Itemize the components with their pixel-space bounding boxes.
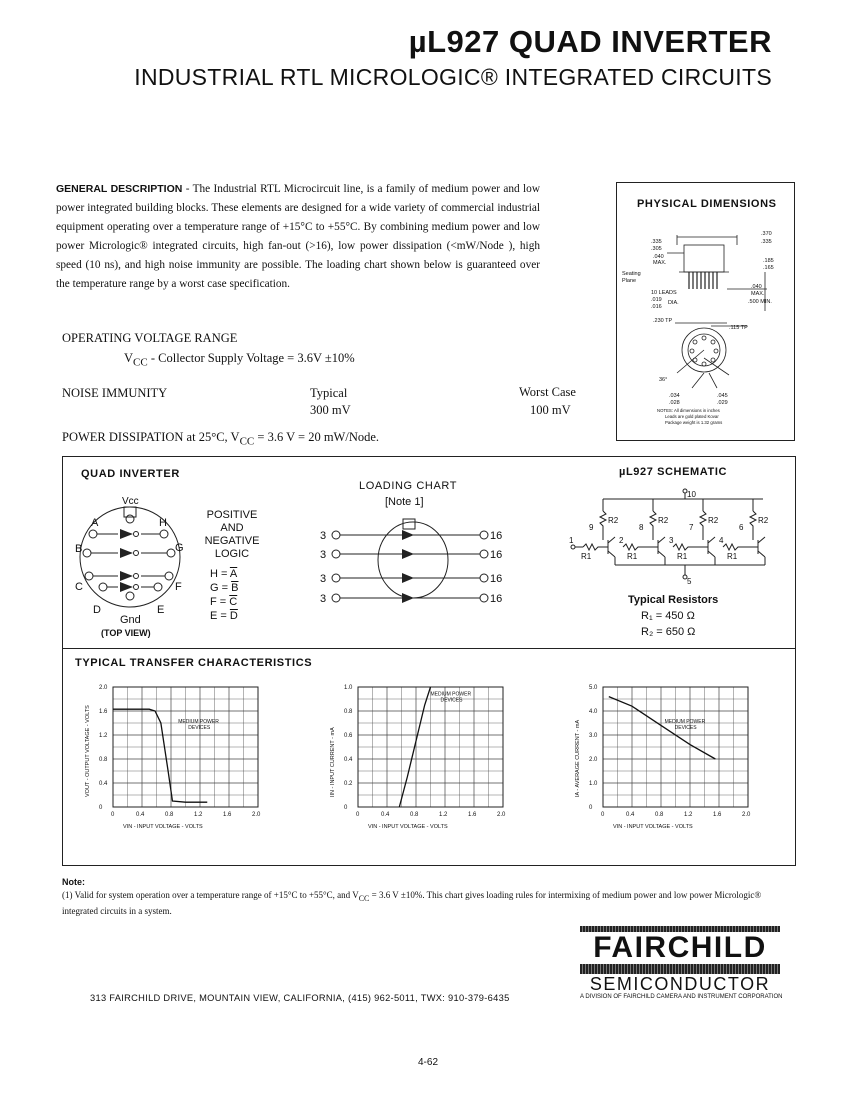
chart-annotation: MEDIUM POWER xyxy=(430,691,472,698)
y-tick-label: 2.0 xyxy=(99,685,108,691)
x-tick-label: 1.2 xyxy=(194,812,203,818)
resistor-label: R1 xyxy=(677,552,688,561)
x-tick-label: 0.4 xyxy=(136,812,145,818)
chart-ia xyxy=(563,675,788,855)
dim-label: .185 xyxy=(763,258,774,264)
x-tick-label: 0.8 xyxy=(655,812,664,818)
chart-annotation: MEDIUM POWER xyxy=(664,719,706,725)
dim-label: .305 xyxy=(651,246,662,252)
y-tick-label: 1.2 xyxy=(99,733,108,739)
loading-input: 3 xyxy=(320,530,327,542)
chart-vout xyxy=(73,675,298,855)
dim-label: .045 xyxy=(717,393,728,399)
y-tick-label: 0.4 xyxy=(344,757,353,763)
physical-dimensions-box xyxy=(616,182,795,441)
loading-output: 16 xyxy=(490,530,503,542)
note-text xyxy=(62,889,798,918)
dim-label: .034 xyxy=(669,393,680,399)
loading-chart-note: [Note 1] xyxy=(385,496,424,508)
x-tick-label: 0.8 xyxy=(410,812,419,818)
resistor-label: R2 xyxy=(758,516,769,525)
note-marker: (1) xyxy=(62,890,73,900)
logic-title-line: LOGIC xyxy=(214,548,250,560)
dim-label: .335 xyxy=(761,239,772,245)
operating-voltage-heading: OPERATING VOLTAGE RANGE xyxy=(62,331,238,345)
chart-annotation: MEDIUM POWER xyxy=(178,719,219,725)
pin-label: H xyxy=(159,517,167,529)
y-axis-label: IIN - INPUT CURRENT - mA xyxy=(330,727,336,797)
dim-label: MAX. xyxy=(653,260,667,266)
loading-input: 3 xyxy=(320,549,327,561)
dim-label: 36° xyxy=(659,377,668,383)
y-tick-label: 1.6 xyxy=(99,709,108,715)
dim-label: .016 xyxy=(651,304,662,310)
diagrams-box xyxy=(62,456,796,866)
logo-division: A DIVISION OF FAIRCHILD CAMERA AND INSTRUMENT CORPORATION xyxy=(580,994,783,1000)
loading-output: 16 xyxy=(490,593,503,605)
general-description-text: The Industrial RTL Microcircuit line, is a family of medium power and low power integrated building blocks. These elements are designed for a wide variety of commercial industrial equipment operating over a temperature range of +15°C to +55°C. By combining medium power and low power Micrologic® integrated circuits, high fan-out (>16), low power dissipation (<mW/Node ), high speed (10 ns), and high noise immunity are possible. The loading chart shown below is guaranteed over the temperature range by a worst case specification. xyxy=(56,183,540,290)
eq-in: $\overline{B}$ xyxy=(231,582,239,594)
loading-input: 3 xyxy=(320,573,327,585)
address: 313 FAIRCHILD DRIVE, MOUNTAIN VIEW, CALIFORNIA, (415) 962-5011, TWX: 910-379-6435 xyxy=(90,993,510,1003)
power-dissipation-prefix: POWER DISSIPATION at 25°C, V xyxy=(62,430,240,444)
schematic-title: µL927 SCHEMATIC xyxy=(619,466,728,478)
pin-label: D xyxy=(93,604,101,616)
eq-in: $\overline{D}$ xyxy=(229,610,238,622)
note-text-a: Valid for system operation over a temperature range of +15°C to +55°C, and V xyxy=(74,890,359,900)
x-tick-label: 0 xyxy=(111,812,115,818)
chart-annotation: DEVICES xyxy=(188,725,211,731)
general-description-dash: - xyxy=(185,183,190,195)
schematic-pin: 3 xyxy=(669,536,674,545)
schematic-pin: 5 xyxy=(687,577,692,585)
x-tick-label: 1.6 xyxy=(223,812,232,818)
noise-immunity-label: NOISE IMMUNITY xyxy=(62,386,168,400)
resistor-label: R1 xyxy=(581,552,592,561)
x-tick-label: 1.2 xyxy=(684,812,693,818)
dim-label: .335 xyxy=(651,239,662,245)
y-axis-label: IA - AVERAGE CURRENT - mA xyxy=(575,719,581,797)
x-tick-label: 2.0 xyxy=(252,812,261,818)
page-title: µL927 QUAD INVERTER xyxy=(408,24,772,59)
noise-worst-value: 100 mV xyxy=(530,403,571,417)
eq-in: $\overline{A}$ xyxy=(229,568,238,580)
dim-label: .029 xyxy=(717,400,728,406)
schematic-pin: 8 xyxy=(639,523,644,532)
loading-output: 16 xyxy=(490,549,503,561)
operating-voltage-text: - Collector Supply Voltage = 3.6V ±10% xyxy=(150,351,355,365)
power-dissipation-suffix: = 3.6 V = 20 mW/Node. xyxy=(257,430,380,444)
y-tick-label: 0 xyxy=(589,805,593,811)
eq-in: $\overline{C}$ xyxy=(229,596,238,608)
y-axis-label: VOUT - OUTPUT VOLTAGE - VOLTS xyxy=(85,705,91,797)
dim-label: Seating xyxy=(622,271,641,277)
dim-label: .230 TP xyxy=(653,318,673,324)
schematic-diagram xyxy=(563,485,791,585)
x-tick-label: 2.0 xyxy=(497,812,506,818)
top-view-label: (TOP VIEW) xyxy=(101,628,151,638)
dim-label: .165 xyxy=(763,265,774,271)
y-tick-label: 4.0 xyxy=(589,709,598,715)
r2-value: R₂ = 650 Ω xyxy=(641,626,696,638)
dim-label: 10 LEADS xyxy=(651,290,677,296)
note-heading: Note: xyxy=(62,877,85,887)
vcc-subscript: CC xyxy=(133,356,148,369)
x-tick-label: 1.6 xyxy=(713,812,722,818)
pin-label: B xyxy=(75,543,83,555)
resistor-label: R2 xyxy=(608,516,619,525)
y-tick-label: 0.8 xyxy=(99,757,108,763)
transfer-title: TYPICAL TRANSFER CHARACTERISTICS xyxy=(75,657,313,669)
logo-semi: SEMICONDUCTOR xyxy=(589,974,771,994)
loading-chart-diagram xyxy=(318,515,513,610)
y-tick-label: 1.0 xyxy=(344,685,353,691)
series-line xyxy=(609,697,716,759)
dim-label: .500 MIN. xyxy=(748,299,772,305)
vcc-symbol: V xyxy=(124,351,134,365)
power-dissipation-subscript: CC xyxy=(239,435,255,448)
logic-equation: $E = \overline{D}$ xyxy=(210,610,238,622)
chart-iin xyxy=(318,675,543,855)
logic-equation: $G = \overline{B}$ xyxy=(210,582,239,594)
x-tick-label: 0.4 xyxy=(626,812,635,818)
quad-inverter-diagram xyxy=(63,487,203,642)
fairchild-logo xyxy=(580,926,783,1000)
gnd-label: Gnd xyxy=(120,614,141,626)
typical-resistors-title: Typical Resistors xyxy=(628,594,719,606)
y-tick-label: 2.0 xyxy=(589,757,598,763)
general-description-heading: GENERAL DESCRIPTION xyxy=(56,183,183,195)
pin-label: A xyxy=(91,517,99,529)
pin-label: G xyxy=(175,542,184,554)
dim-label: .040 xyxy=(653,254,664,260)
x-tick-label: 2.0 xyxy=(742,812,751,818)
dim-label: MAX. xyxy=(751,291,765,297)
schematic-pin: 2 xyxy=(619,536,624,545)
schematic-pin: 4 xyxy=(719,536,724,545)
schematic-pin: 6 xyxy=(739,523,744,532)
dim-label: .019 xyxy=(651,297,662,303)
section-divider xyxy=(63,648,795,649)
dim-label: DIA. xyxy=(668,300,679,306)
loading-chart-title: LOADING CHART xyxy=(359,480,458,492)
x-tick-label: 1.6 xyxy=(468,812,477,818)
logic-equation: $F = \overline{C}$ xyxy=(210,596,238,608)
logic-title-line: POSITIVE xyxy=(206,509,258,521)
eq-out: E xyxy=(210,610,218,622)
logo-brand: FAIRCHILD xyxy=(593,931,767,964)
page-subtitle: INDUSTRIAL RTL MICROLOGIC® INTEGRATED CIRCUITS xyxy=(134,64,772,90)
x-axis-label: VIN - INPUT VOLTAGE - VOLTS xyxy=(613,824,693,830)
schematic-pin: 1 xyxy=(569,536,574,545)
physical-dimensions-title: PHYSICAL DIMENSIONS xyxy=(637,198,777,210)
loading-input: 3 xyxy=(320,593,327,605)
note-text-b: = 3.6 V ±10%. This chart gives loading rules for intermixing of medium power and low power Micrologic® integrated circuits in a system. xyxy=(62,890,762,916)
dim-note: Package weight is 1.32 grams xyxy=(665,420,723,425)
x-tick-label: 0.8 xyxy=(165,812,174,818)
pin-label: C xyxy=(75,581,83,593)
y-tick-label: 0.8 xyxy=(344,709,353,715)
schematic-pin: 7 xyxy=(689,523,694,532)
x-tick-label: 0.4 xyxy=(381,812,390,818)
y-tick-label: 0 xyxy=(99,805,103,811)
y-tick-label: 1.0 xyxy=(589,781,598,787)
logic-title-line: AND xyxy=(220,522,244,534)
chart-annotation: DEVICES xyxy=(674,725,697,731)
pin-label: F xyxy=(175,581,182,593)
x-tick-label: 0 xyxy=(601,812,605,818)
y-tick-label: 0 xyxy=(344,805,348,811)
x-tick-label: 0 xyxy=(356,812,360,818)
y-tick-label: 0.2 xyxy=(344,781,353,787)
dim-label: .115 TP xyxy=(729,325,748,331)
resistor-label: R2 xyxy=(658,516,669,525)
logic-equation: $H = \overline{A}$ xyxy=(210,568,238,580)
x-axis-label: VIN - INPUT VOLTAGE - VOLTS xyxy=(368,824,448,830)
dim-label: .028 xyxy=(669,400,680,406)
y-tick-label: 0.4 xyxy=(99,781,108,787)
dim-note: Leads are gold plated Kovar xyxy=(665,414,719,419)
loading-output: 16 xyxy=(490,573,503,585)
x-tick-label: 1.2 xyxy=(439,812,448,818)
y-tick-label: 3.0 xyxy=(589,733,598,739)
noise-typical-label: Typical xyxy=(310,386,348,400)
schematic-pin: 9 xyxy=(589,523,594,532)
noise-worst-label: Worst Case xyxy=(519,385,576,399)
dim-label: .370 xyxy=(761,231,772,237)
logo-bar xyxy=(580,964,780,974)
r1-value: R₁ = 450 Ω xyxy=(641,610,695,622)
dim-label: Plane xyxy=(622,278,637,284)
eq-out: G xyxy=(210,582,219,594)
resistor-label: R2 xyxy=(708,516,719,525)
eq-out: F xyxy=(210,596,217,608)
vcc-label: Vcc xyxy=(122,496,139,507)
y-tick-label: 0.6 xyxy=(344,733,353,739)
power-dissipation xyxy=(62,430,379,448)
package-drawing xyxy=(617,183,794,440)
chart-annotation: DEVICES xyxy=(440,697,463,704)
schematic-pin: 10 xyxy=(687,490,696,499)
operating-voltage-line xyxy=(124,351,355,369)
dim-label: .040 xyxy=(751,284,762,290)
note-block xyxy=(62,876,798,918)
pin-label: E xyxy=(157,604,165,616)
resistor-label: R1 xyxy=(627,552,638,561)
logic-title xyxy=(198,509,266,561)
logic-equations xyxy=(210,567,238,623)
resistor-label: R1 xyxy=(727,552,738,561)
y-tick-label: 5.0 xyxy=(589,685,598,691)
noise-typical-value: 300 mV xyxy=(310,403,351,417)
general-description xyxy=(56,180,540,294)
page-number: 4-62 xyxy=(418,1057,439,1068)
note-sub: CC xyxy=(358,893,370,903)
dim-note: NOTES: All dimensions in inches xyxy=(657,408,720,413)
eq-out: H xyxy=(210,568,218,580)
quad-inverter-title: QUAD INVERTER xyxy=(81,468,180,480)
x-axis-label: VIN - INPUT VOLTAGE - VOLTS xyxy=(123,824,203,830)
logic-title-line: NEGATIVE xyxy=(204,535,260,547)
